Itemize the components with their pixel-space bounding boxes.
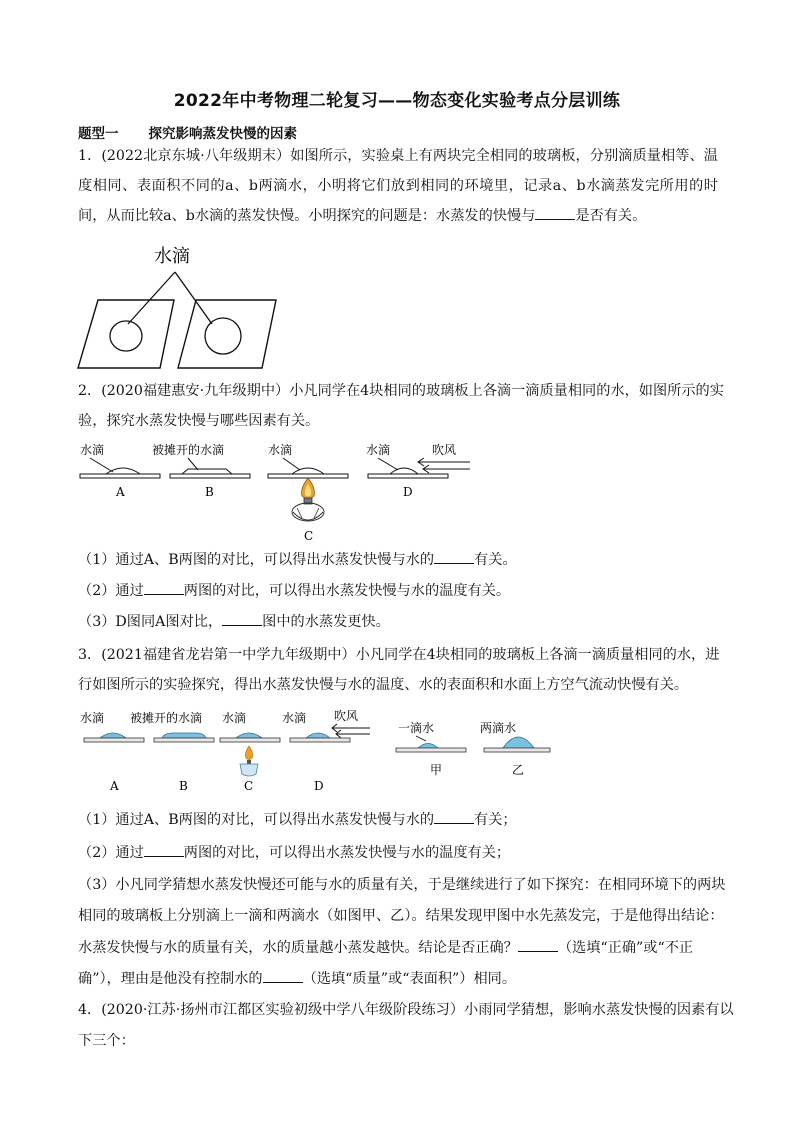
fig3-d-letter: D — [314, 779, 324, 793]
answer-blank-q2-2[interactable] — [144, 580, 184, 595]
fig3-jia-letter: 甲 — [430, 763, 443, 777]
fig3-yi-label: 两滴水 — [480, 721, 517, 735]
figure-q1-label: 水滴 — [154, 246, 190, 267]
question-3-intro-2: 行如图所示的实验探究，得出水蒸发快慢与水的温度、水的表面积和水面上方空气流动快慢有关。 — [78, 677, 689, 693]
q3-sub3-line3-post: （选填“正确”或“不正 — [557, 940, 694, 956]
q2-sub1-pre: （1）通过A、B两图的对比，可以得出水蒸发快慢与水的 — [78, 552, 435, 568]
fig2-b-label: 被摊开的水滴 — [152, 443, 225, 457]
fig2-d-label: 水滴 — [366, 443, 391, 457]
question-2-intro-1: 2．(2020福建惠安·九年级期中）小凡同学在4块相同的玻璃板上各滴一滴质量相同的水，如图所示的实 — [78, 383, 724, 399]
question-3-intro-1: 3．(2021福建省龙岩第一中学九年级期中）小凡同学在4块相同的玻璃板上各滴一滴质量相同的水，进 — [78, 647, 720, 663]
question-2-sub2 — [78, 580, 510, 601]
fig3-plate-c — [220, 738, 280, 742]
fig3-d-label: 水滴 — [282, 711, 307, 725]
fig2-a-letter: A — [116, 485, 125, 499]
section-heading — [78, 122, 297, 142]
question-2-sub3 — [78, 611, 390, 632]
answer-blank-q1[interactable] — [535, 205, 575, 220]
fig3-plate-yi — [484, 748, 550, 752]
q3-sub3-line3-pre: 水蒸发快慢与水的质量有关，水的质量越小蒸发越快。结论是否正确？ — [78, 940, 518, 956]
question-1-text — [78, 141, 718, 231]
q2-sub2-post: 两图的对比，可以得出水蒸发快慢与水的温度有关。 — [183, 583, 511, 599]
fig3-c-label: 水滴 — [222, 711, 247, 725]
section-name: 探究影响蒸发快慢的因素 — [148, 126, 297, 142]
answer-blank-q2-1[interactable] — [434, 549, 474, 564]
figure-q1-glass-plates — [70, 240, 300, 370]
fig3-plate-b — [154, 738, 214, 742]
q3-sub1-post: 有关； — [474, 812, 517, 828]
q3-sub3-line4-post: （选填“质量”或“表面积”）相同。 — [302, 971, 517, 987]
fig3-d-wind: 吹风 — [334, 709, 359, 723]
question-3-sub1 — [78, 809, 517, 830]
glass-plate-a — [78, 300, 174, 368]
q3-sub1-pre: （1）通过A、B两图的对比，可以得出水蒸发快慢与水的 — [78, 812, 435, 828]
glass-plate-b — [178, 300, 276, 368]
figure-q3-experiments — [78, 708, 558, 800]
fig3-plate-jia — [396, 748, 466, 752]
fig3-a-letter: A — [110, 779, 119, 793]
water-drop-b — [205, 318, 241, 354]
q2-sub3-post: 图中的水蒸发更快。 — [262, 614, 390, 630]
answer-blank-q3-1[interactable] — [434, 809, 474, 824]
fig2-d-letter: D — [403, 485, 413, 499]
fig2-c-label: 水滴 — [268, 443, 293, 457]
question-3-sub3-line4 — [78, 968, 516, 989]
answer-blank-q2-3[interactable] — [222, 611, 262, 626]
fig3-jia-label: 一滴水 — [398, 721, 435, 735]
fig2-plate-b — [170, 474, 250, 478]
fig3-plate-a — [84, 738, 144, 742]
figure-q2-experiments — [78, 440, 478, 545]
fig3-plate-d — [290, 738, 350, 742]
q3-sub2-post: 两图的对比，可以得出水蒸发快慢与水的温度有关； — [183, 845, 511, 861]
fig3-b-letter: B — [179, 779, 188, 793]
answer-blank-q3-3[interactable] — [518, 937, 558, 952]
question-3-sub3-line3 — [78, 937, 693, 958]
section-label: 题型一 — [78, 126, 119, 142]
q2-sub2-pre: （2）通过 — [78, 583, 144, 599]
fig2-c-letter: C — [304, 529, 314, 543]
q3-sub3-line4-pre: 确”），理由是他没有控制水的 — [78, 971, 263, 987]
q2-sub3-pre: （3）D图同A图对比， — [78, 614, 223, 630]
fig3-b-label: 被摊开的水滴 — [130, 711, 203, 725]
q2-sub1-post: 有关。 — [474, 552, 517, 568]
question-1-tail: 是否有关。 — [575, 208, 647, 224]
fig3-a-label: 水滴 — [80, 711, 105, 725]
fig3-alcohol-lamp — [240, 764, 258, 776]
fig3-c-letter: C — [244, 779, 254, 793]
question-2-sub1 — [78, 549, 517, 570]
question-3-sub3-line1: （3）小凡同学猜想水蒸发快慢还可能与水的质量有关，于是继续进行了如下探究：在相同环境下的两块 — [78, 877, 726, 893]
answer-blank-q3-4[interactable] — [263, 968, 303, 983]
fig2-b-letter: B — [205, 485, 214, 499]
answer-blank-q3-2[interactable] — [144, 842, 184, 857]
fig2-plate-d — [368, 474, 448, 478]
question-3-sub2 — [78, 842, 510, 863]
question-2-intro-2: 验，探究水蒸发快慢与哪些因素有关。 — [78, 413, 320, 429]
water-drop-a — [110, 321, 142, 351]
fig3-yi-letter: 乙 — [512, 763, 525, 777]
question-1-body: 1．(2022北京东城·八年级期末）如图所示，实验桌上有两块完全相同的玻璃板，分别滴质量相等、温度相同、表面积不同的a、b两滴水，小明将它们放到相同的环境里，记录a、b水滴蒸发完所用的时间，从而比较a、b水滴的蒸发快慢。小明探究的问题是：水蒸发的快慢与 — [78, 148, 718, 224]
fig2-a-label: 水滴 — [80, 443, 105, 457]
alcohol-lamp — [292, 503, 324, 521]
page-title: 2022年中考物理二轮复习——物态变化实验考点分层训练 — [173, 91, 621, 111]
q3-sub2-pre: （2）通过 — [78, 845, 144, 861]
fig2-d-wind: 吹风 — [432, 443, 457, 457]
question-4-line2: 下三个： — [78, 1033, 135, 1049]
question-3-sub3-line2: 相同的玻璃板上分别滴上一滴和两滴水（如图甲、乙）。结果发现甲图中水先蒸发完，于是他得出结论： — [78, 908, 724, 924]
fig2-plate-a — [80, 474, 160, 478]
question-4-line1: 4．(2020·江苏·扬州市江都区实验初级中学八年级阶段练习）小雨同学猜想，影响水蒸发快慢的因素有以 — [78, 1002, 734, 1018]
